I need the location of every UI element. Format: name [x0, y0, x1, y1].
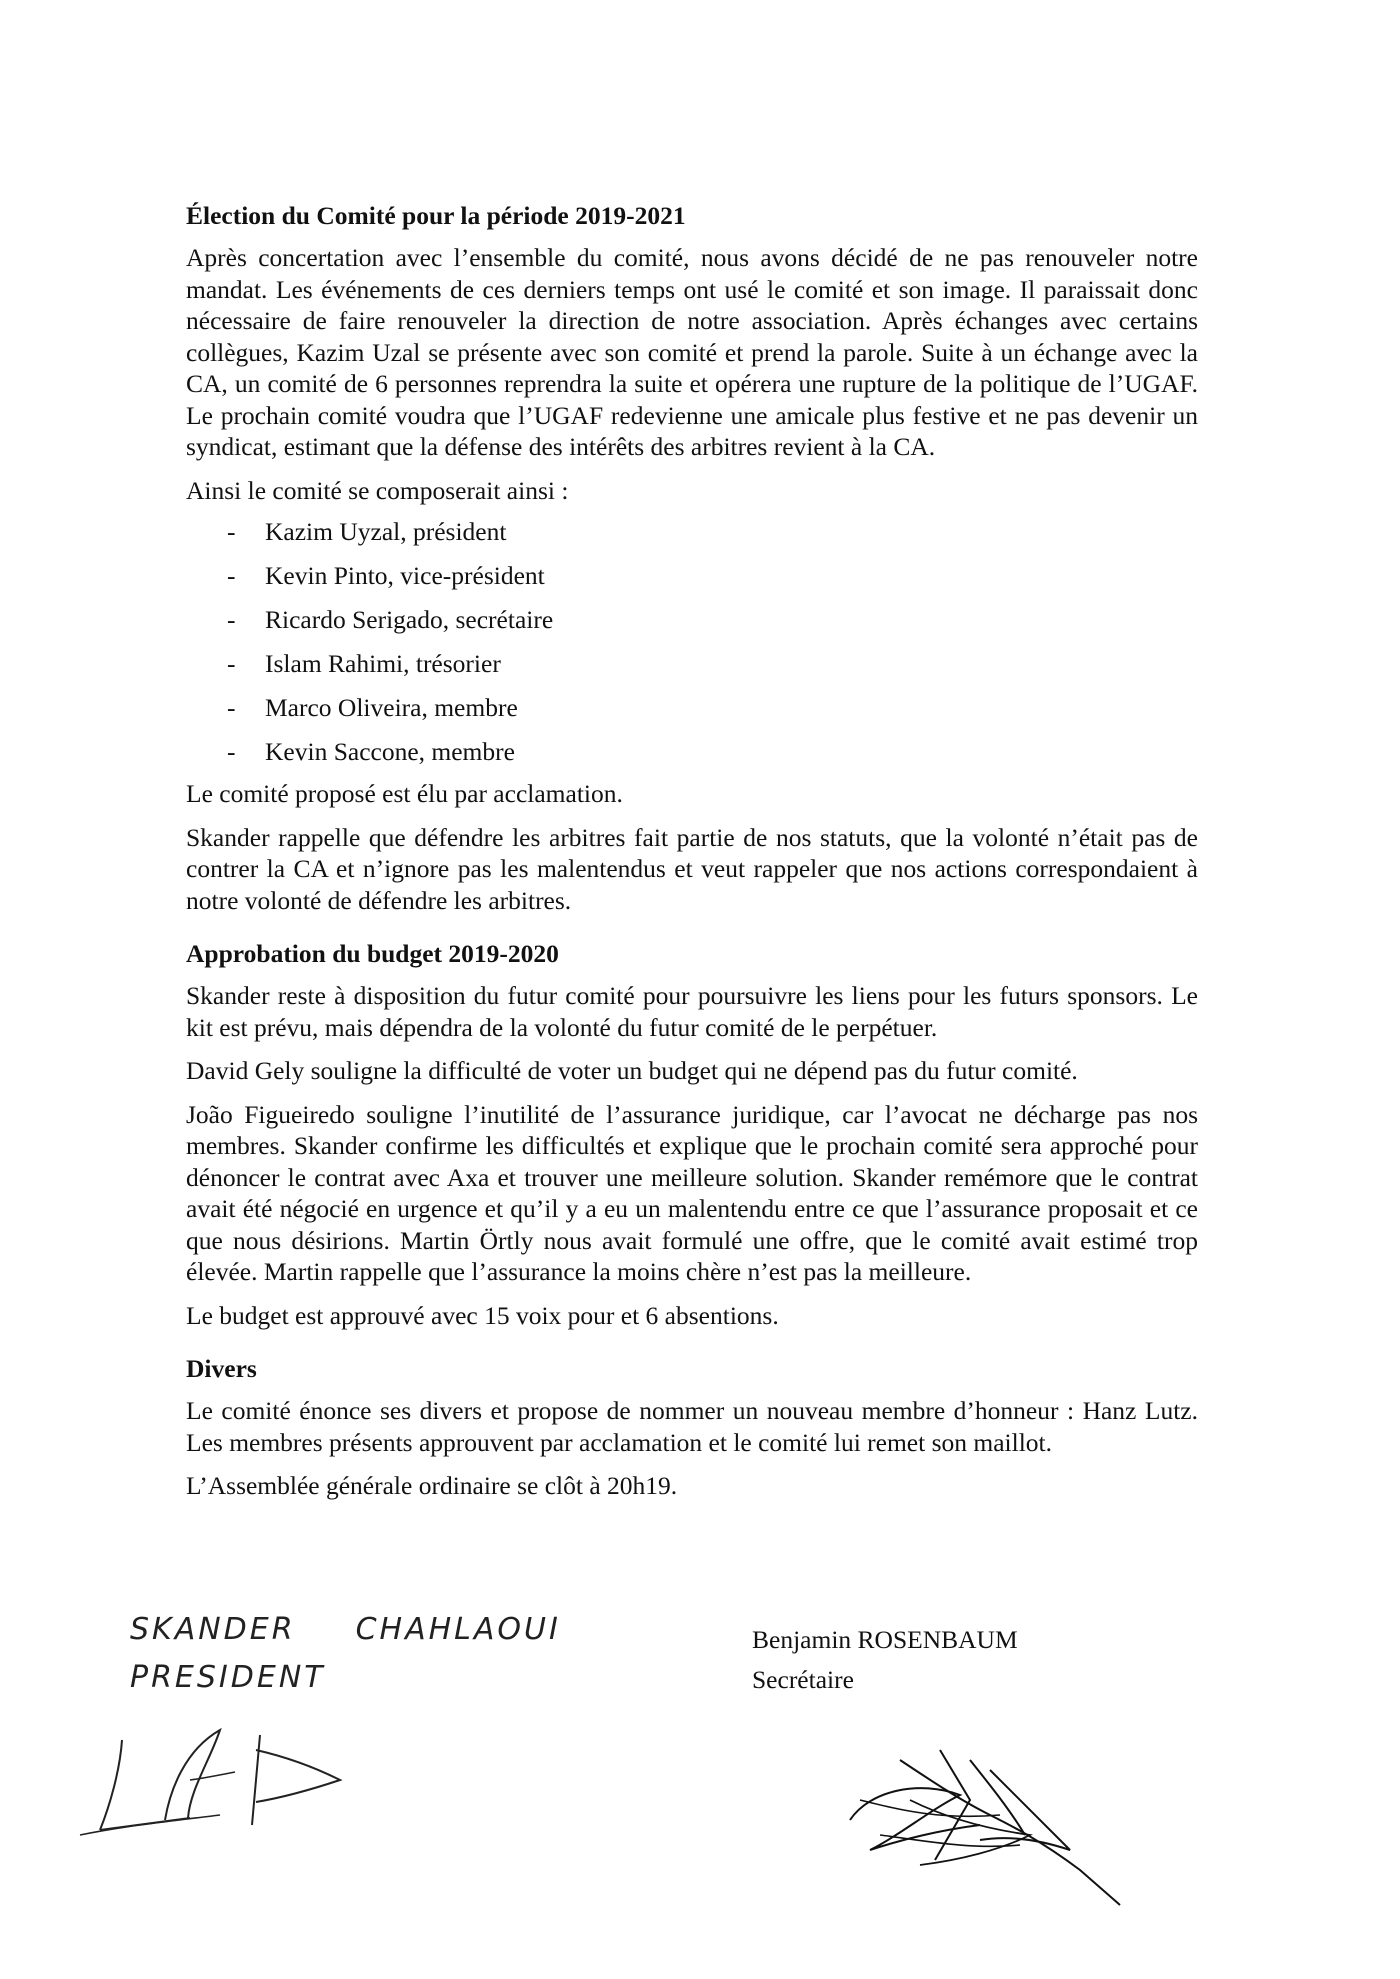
- list-item: - Kevin Saccone, membre: [186, 730, 1198, 774]
- list-item: - Kevin Pinto, vice-président: [186, 554, 1198, 598]
- paragraph-skander: Skander rappelle que défendre les arbitres fait partie de nos statuts, que la volonté n’était pas de contrer la CA et n’ignore pas les malentendus et veut rappeler que nos actions correspondaient à notre volonté de défendre les arbitres.: [186, 822, 1198, 915]
- paragraph-budget-2: David Gely souligne la difficulté de voter un budget qui ne dépend pas du futur comité.: [186, 1056, 1078, 1085]
- secretary-signature: [840, 1740, 1130, 1910]
- paragraph-result: Le comité proposé est élu par acclamation.: [186, 779, 623, 808]
- paragraph-divers-1: Le comité énonce ses divers et propose de nommer un nouveau membre d’honneur : Hanz Lutz. Les membres présents approuvent par acclamation et le comité lui remet son maillot.: [186, 1396, 1198, 1457]
- paragraph-budget-4: Le budget est approuvé avec 15 voix pour et 6 absentions.: [186, 1300, 779, 1330]
- heading-budget: Approbation du budget 2019-2020: [186, 939, 559, 968]
- heading-election: Élection du Comité pour la période 2019-2021: [186, 201, 686, 230]
- handwritten-title: PRESIDENT: [130, 1660, 326, 1695]
- bullet-dash: -: [227, 737, 236, 766]
- document-body: [186, 200, 1198, 1514]
- bullet-dash: -: [227, 605, 236, 634]
- paragraph-election: Après concertation avec l’ensemble du comité, nous avons décidé de ne pas renouveler notre mandat. Les événements de ces derniers temps ont usé le comité et son image. Il paraissait donc nécessaire de faire renouveler la direction de notre association. Après échanges avec certains collègues, Kazim Uzal se présente avec son comité et prend la parole. Suite à un échange avec la CA, un comité de 6 personnes reprendra la suite et opérera une rupture de la politique de l’UGAF. Le prochain comité voudra que l’UGAF redevienne une amicale plus festive et ne pas devenir un syndicat, estimant que la défense des intérêts des arbitres revient à la CA.: [186, 243, 1198, 461]
- secretary-signatory: [752, 1620, 1018, 1700]
- handwritten-last-name: CHAHLAOUI: [355, 1612, 561, 1647]
- list-item: - Ricardo Serigado, secrétaire: [186, 598, 1198, 642]
- bullet-dash: -: [227, 561, 236, 590]
- secretary-name: Benjamin ROSENBAUM: [752, 1625, 1018, 1654]
- paragraph-intro: Ainsi le comité se composerait ainsi :: [186, 475, 569, 505]
- bullet-dash: -: [227, 649, 236, 678]
- paragraph-divers-2: L’Assemblée générale ordinaire se clôt à 20h19.: [186, 1471, 678, 1500]
- list-item: - Kazim Uyzal, président: [186, 510, 1198, 554]
- bullet-dash: -: [227, 693, 236, 722]
- handwritten-first-name: SKANDER: [130, 1612, 296, 1647]
- paragraph-budget-1: Skander reste à disposition du futur comité pour poursuivre les liens pour les futurs sponsors. Le kit est prévu, mais dépendra de la volonté du futur comité de le perpétuer.: [186, 981, 1198, 1042]
- list-item: - Islam Rahimi, trésorier: [186, 642, 1198, 686]
- secretary-title: Secrétaire: [752, 1665, 854, 1694]
- list-item: - Marco Oliveira, membre: [186, 686, 1198, 730]
- heading-divers: Divers: [186, 1354, 257, 1383]
- president-signature: [70, 1720, 370, 1850]
- paragraph-budget-3: João Figueiredo souligne l’inutilité de l’assurance juridique, car l’avocat ne décharge pas nos membres. Skander confirme les difficultés et explique que le prochain comité sera approché pour dénoncer le contrat avec Axa et trouver une meilleure solution. Skander remémore que le contrat avait été négocié en urgence et qu’il y a eu un malentendu entre ce que l’assurance proposait et ce que nous désirions. Martin Örtly nous avait formulé une offre, que le comité avait estimé trop élevée. Martin rappelle que l’assurance la moins chère n’est pas la meilleure.: [186, 1099, 1198, 1286]
- committee-list: [186, 510, 1198, 774]
- bullet-dash: -: [227, 517, 236, 546]
